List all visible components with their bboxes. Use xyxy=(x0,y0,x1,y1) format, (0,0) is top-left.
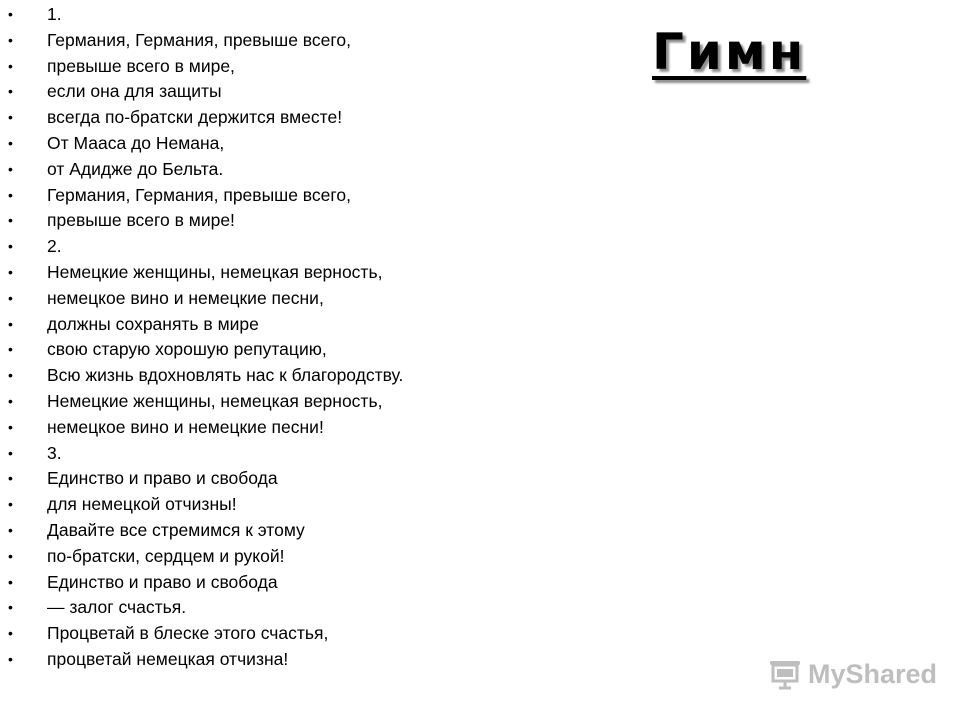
bullet-icon: • xyxy=(8,496,13,513)
lyric-text: должны сохранять в мире xyxy=(47,313,259,334)
lyric-line xyxy=(0,518,403,544)
lyric-line xyxy=(0,312,403,338)
bullet-icon: • xyxy=(8,315,13,332)
slide-title: Гимн xyxy=(652,23,807,81)
lyric-text: процветай немецкая отчизна! xyxy=(47,648,289,669)
lyric-text: Германия, Германия, превыше всего, xyxy=(47,29,351,50)
lyrics-list xyxy=(0,2,403,673)
lyric-line xyxy=(0,466,403,492)
lyric-text: свою старую хорошую репутацию, xyxy=(47,339,327,360)
lyric-line xyxy=(0,492,403,518)
lyric-text: немецкое вино и немецкие песни, xyxy=(47,287,324,308)
bullet-icon: • xyxy=(8,57,13,74)
bullet-icon: • xyxy=(8,263,13,280)
lyric-text: от Адидже до Бельта. xyxy=(47,158,224,179)
lyric-line xyxy=(0,337,403,363)
lyric-text: 1. xyxy=(47,4,62,24)
watermark[interactable] xyxy=(768,654,937,694)
lyric-line xyxy=(0,54,403,80)
lyric-line xyxy=(0,234,403,260)
bullet-icon: • xyxy=(8,160,13,177)
bullet-icon: • xyxy=(8,31,13,48)
lyric-line xyxy=(0,595,403,621)
lyric-text: немецкое вино и немецкие песни! xyxy=(47,416,324,437)
bullet-icon: • xyxy=(8,289,13,306)
lyric-text: Единство и право и свобода xyxy=(47,571,278,592)
bullet-icon: • xyxy=(8,392,13,409)
bullet-icon: • xyxy=(8,6,13,22)
lyric-text: по-братски, сердцем и рукой! xyxy=(47,545,285,566)
lyric-text: всегда по-братски держится вместе! xyxy=(47,107,343,128)
lyric-line xyxy=(0,363,403,389)
lyric-line xyxy=(0,389,403,415)
projector-screen-icon xyxy=(768,657,802,691)
lyric-text: если она для защиты xyxy=(47,81,222,102)
bullet-icon: • xyxy=(8,521,13,538)
bullet-icon: • xyxy=(8,418,13,435)
bullet-icon: • xyxy=(8,573,13,590)
lyric-text: Всю жизнь вдохновлять нас к благородству. xyxy=(47,365,404,386)
bullet-icon: • xyxy=(8,470,13,487)
lyric-line xyxy=(0,647,403,673)
bullet-icon: • xyxy=(8,547,13,564)
bullet-icon: • xyxy=(8,650,13,667)
lyric-text: Давайте все стремимся к этому xyxy=(47,519,305,540)
lyric-text: Немецкие женщины, немецкая верность, xyxy=(47,261,383,282)
lyric-line xyxy=(0,544,403,570)
lyric-line xyxy=(0,79,403,105)
bullet-icon: • xyxy=(8,83,13,100)
bullet-icon: • xyxy=(8,134,13,151)
lyric-line xyxy=(0,105,403,131)
lyric-line xyxy=(0,621,403,647)
lyric-line xyxy=(0,28,403,54)
lyric-text: Германия, Германия, превыше всего, xyxy=(47,184,351,205)
lyric-line xyxy=(0,183,403,209)
lyric-text: 2. xyxy=(47,236,62,257)
lyric-text: для немецкой отчизны! xyxy=(47,494,237,515)
lyric-line xyxy=(0,260,403,286)
lyric-line xyxy=(0,157,403,183)
lyric-text: превыше всего в мире! xyxy=(47,210,235,231)
lyric-line xyxy=(0,286,403,312)
lyric-text: превыше всего в мире, xyxy=(47,55,235,76)
lyric-line xyxy=(0,441,403,467)
lyric-line xyxy=(0,131,403,157)
bullet-icon: • xyxy=(8,599,13,616)
bullet-icon: • xyxy=(8,341,13,358)
bullet-icon: • xyxy=(8,212,13,229)
bullet-icon: • xyxy=(8,238,13,255)
lyric-text: Единство и право и свобода xyxy=(47,468,278,489)
bullet-icon: • xyxy=(8,367,13,384)
lyric-text: Немецкие женщины, немецкая верность, xyxy=(47,390,383,411)
bullet-icon: • xyxy=(8,625,13,642)
lyric-line xyxy=(0,2,403,28)
lyric-line xyxy=(0,415,403,441)
lyric-line xyxy=(0,208,403,234)
lyric-text: Процветай в блеске этого счастья, xyxy=(47,623,329,644)
lyric-text: От Мааса до Немана, xyxy=(47,132,225,153)
watermark-text: MyShared xyxy=(808,658,938,689)
lyric-line xyxy=(0,570,403,596)
bullet-icon: • xyxy=(8,186,13,203)
lyric-text: 3. xyxy=(47,442,62,463)
bullet-icon: • xyxy=(8,444,13,461)
bullet-icon: • xyxy=(8,109,13,126)
lyric-text: — залог счастья. xyxy=(47,597,187,618)
